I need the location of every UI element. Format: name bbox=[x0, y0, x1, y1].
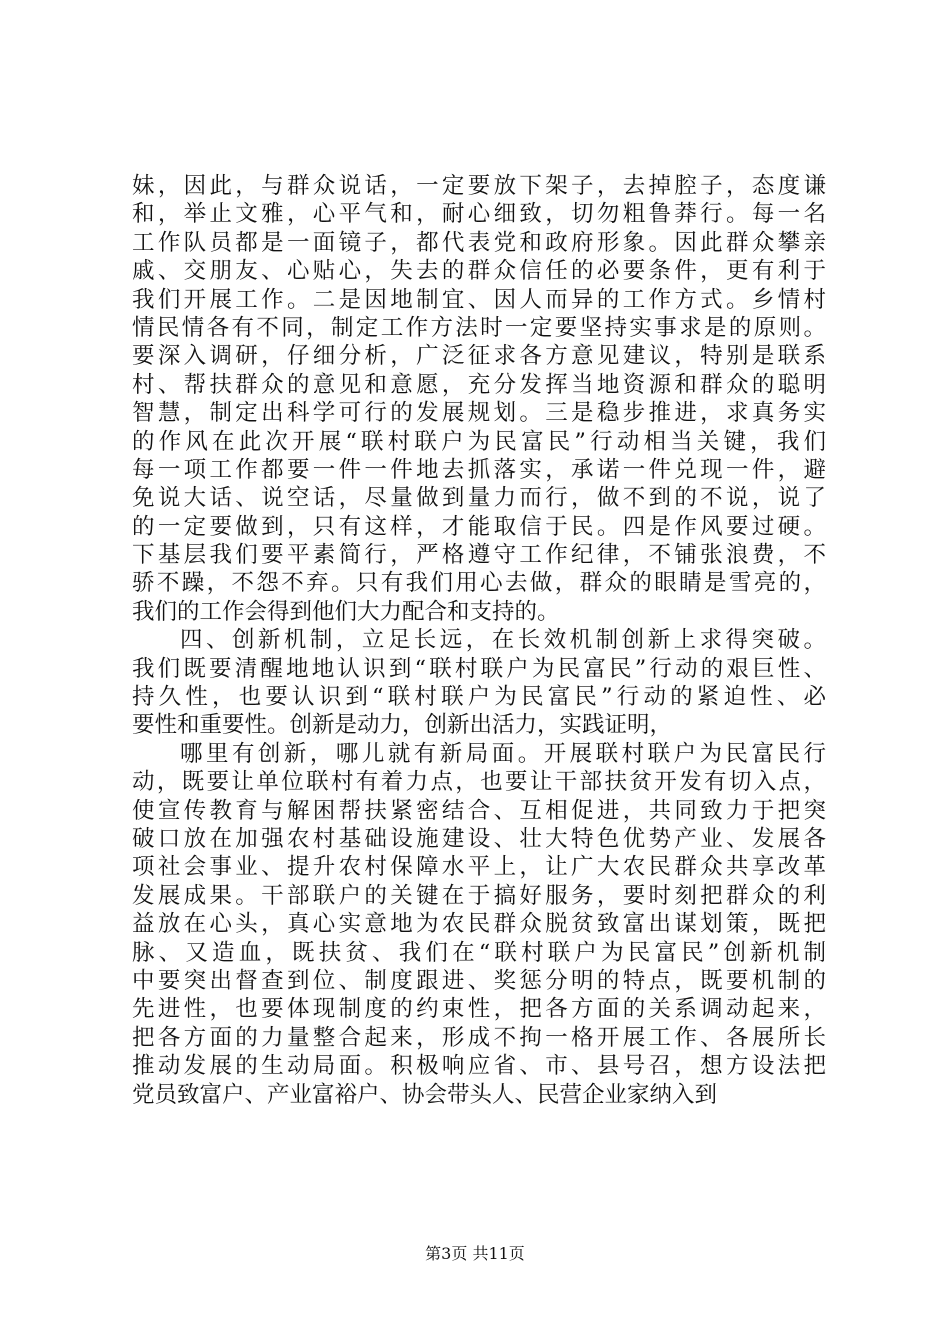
text-line: 戚、交朋友、心贴心，失去的群众信任的必要条件，更有利于 bbox=[132, 258, 826, 285]
text-line: 四、创新机制，立足长远，在长效机制创新上求得突破。 bbox=[180, 627, 826, 654]
text-line: 持久性，也要认识到“联村联户为民富民”行动的紧迫性、必 bbox=[132, 684, 826, 711]
text-line: 我们开展工作。二是因地制宜、因人而异的工作方式。乡情村 bbox=[132, 286, 826, 313]
text-line: 推动发展的生动局面。积极响应省、市、县号召，想方设法把 bbox=[132, 1053, 826, 1080]
text-line: 每一项工作都要一件一件地去抓落实，承诺一件兑现一件，避 bbox=[132, 456, 826, 483]
text-line: 要性和重要性。创新是动力，创新出活力，实践证明， bbox=[132, 712, 673, 739]
text-line: 免说大话、说空话，尽量做到量力而行，做不到的不说，说了 bbox=[132, 485, 826, 512]
text-line: 党员致富户、产业富裕户、协会带头人、民营企业家纳入到 bbox=[132, 1081, 718, 1108]
text-line: 村、帮扶群众的意见和意愿，充分发挥当地资源和群众的聪明 bbox=[132, 371, 826, 398]
text-line: 要深入调研，仔细分析，广泛征求各方意见建议，特别是联系 bbox=[132, 343, 826, 370]
text-line: 我们既要清醒地地认识到“联村联户为民富民”行动的艰巨性、 bbox=[132, 655, 826, 682]
text-line: 下基层我们要平素简行，严格遵守工作纪律，不铺张浪费，不 bbox=[132, 542, 826, 569]
text-line: 工作队员都是一面镜子，都代表党和政府形象。因此群众攀亲 bbox=[132, 229, 826, 256]
text-line: 我们的工作会得到他们大力配合和支持的。 bbox=[132, 598, 560, 625]
text-line: 破口放在加强农村基础设施建设、壮大特色优势产业、发展各 bbox=[132, 825, 826, 852]
text-line: 发展成果。干部联户的关键在于搞好服务，要时刻把群众的利 bbox=[132, 882, 826, 909]
text-line: 把各方面的力量整合起来，形成不拘一格开展工作、各展所长 bbox=[132, 1024, 826, 1051]
text-line: 骄不躁，不怨不弃。只有我们用心去做，群众的眼睛是雪亮的， bbox=[132, 570, 826, 597]
text-line: 妹，因此，与群众说话，一定要放下架子，去掉腔子，态度谦 bbox=[132, 173, 826, 199]
text-line: 脉、又造血，既扶贫、我们在“联村联户为民富民”创新机制 bbox=[132, 939, 826, 966]
text-line: 中要突出督查到位、制度跟进、奖惩分明的特点，既要机制的 bbox=[132, 967, 826, 994]
page-footer bbox=[0, 1244, 950, 1264]
paragraph bbox=[132, 172, 826, 626]
text-line: 智慧，制定出科学可行的发展规划。三是稳步推进，求真务实 bbox=[132, 400, 826, 427]
document-body bbox=[132, 172, 826, 1109]
text-line: 益放在心头，真心实意地为农民群众脱贫致富出谋划策，既把 bbox=[132, 911, 826, 938]
text-line: 的一定要做到，只有这样，才能取信于民。四是作风要过硬。 bbox=[132, 513, 826, 540]
text-line: 的作风在此次开展“联村联户为民富民”行动相当关键，我们 bbox=[132, 428, 826, 455]
text-line: 先进性，也要体现制度的约束性，把各方面的关系调动起来， bbox=[132, 996, 826, 1023]
text-line: 使宣传教育与解困帮扶紧密结合、互相促进，共同致力于把突 bbox=[132, 797, 826, 824]
text-line: 情民情各有不同，制定工作方法时一定要坚持实事求是的原则。 bbox=[132, 314, 826, 341]
paragraph bbox=[132, 626, 826, 740]
text-line: 哪里有创新，哪儿就有新局面。开展联村联户为民富民行 bbox=[180, 740, 826, 767]
text-line: 项社会事业、提升农村保障水平上，让广大农民群众共享改革 bbox=[132, 854, 826, 881]
text-line: 动，既要让单位联村有着力点，也要让干部扶贫开发有切入点， bbox=[132, 769, 826, 796]
paragraph bbox=[132, 740, 826, 1109]
page-number: 第3页 共11页 bbox=[425, 1244, 525, 1263]
text-line: 和，举止文雅，心平气和，耐心细致，切勿粗鲁莽行。每一名 bbox=[132, 201, 826, 228]
